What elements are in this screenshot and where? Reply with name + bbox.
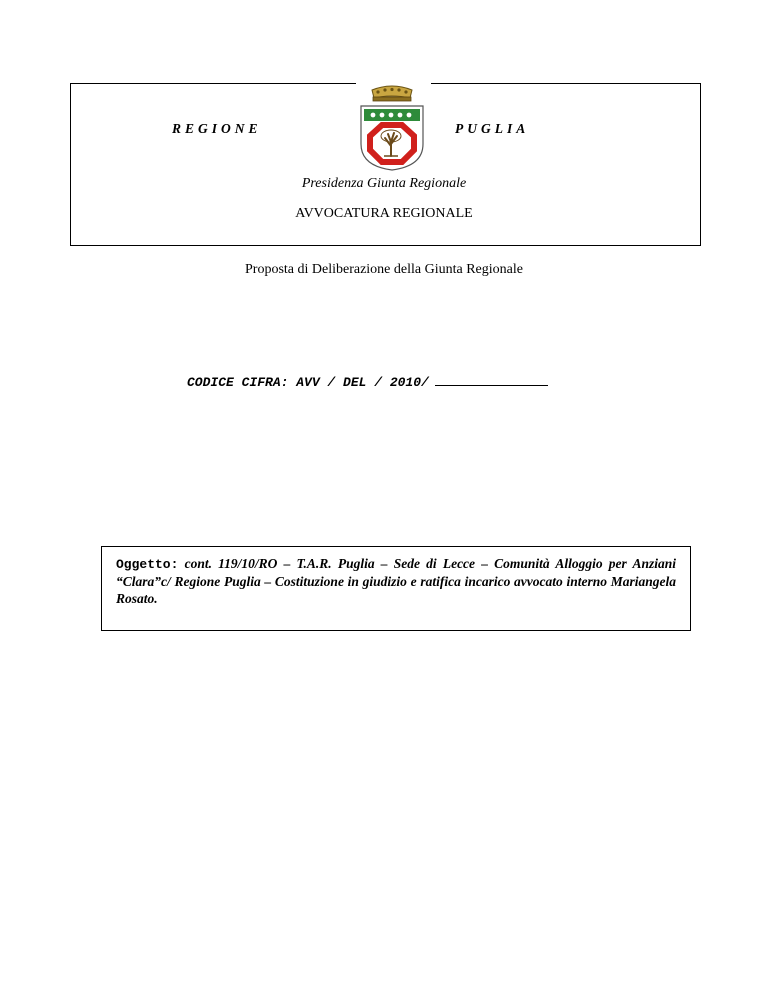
region-label-right: PUGLIA: [455, 121, 530, 136]
codice-cifra: [187, 374, 548, 390]
oggetto-text: cont. 119/10/RO – T.A.R. Puglia – Sede di Lecce – Comunità Alloggio per Anziani “Clara”c/ Regione Puglia – Costituzione in giudizio e ratifica incarico avvocato interno Mariangela Rosato.: [116, 556, 676, 606]
header-top-border-left: [70, 83, 356, 84]
codice-cifra-label: CODICE CIFRA: AVV / DEL / 2010/: [187, 375, 429, 390]
crown-icon: [372, 86, 412, 101]
codice-cifra-blank-field: [435, 374, 548, 386]
shield-icon: [361, 106, 423, 170]
document-title: Proposta di Deliberazione della Giunta Regionale: [245, 262, 523, 277]
region-label-left: REGIONE: [172, 121, 262, 136]
oggetto-paragraph: [116, 555, 676, 607]
coat-of-arms-icon: [358, 84, 426, 174]
avvocatura-label: AVVOCATURA REGIONALE: [295, 206, 473, 221]
oggetto-box: [101, 546, 691, 631]
presidenza-label: Presidenza Giunta Regionale: [301, 176, 467, 191]
header-top-border-right: [431, 83, 701, 84]
oggetto-label: Oggetto:: [116, 557, 179, 572]
